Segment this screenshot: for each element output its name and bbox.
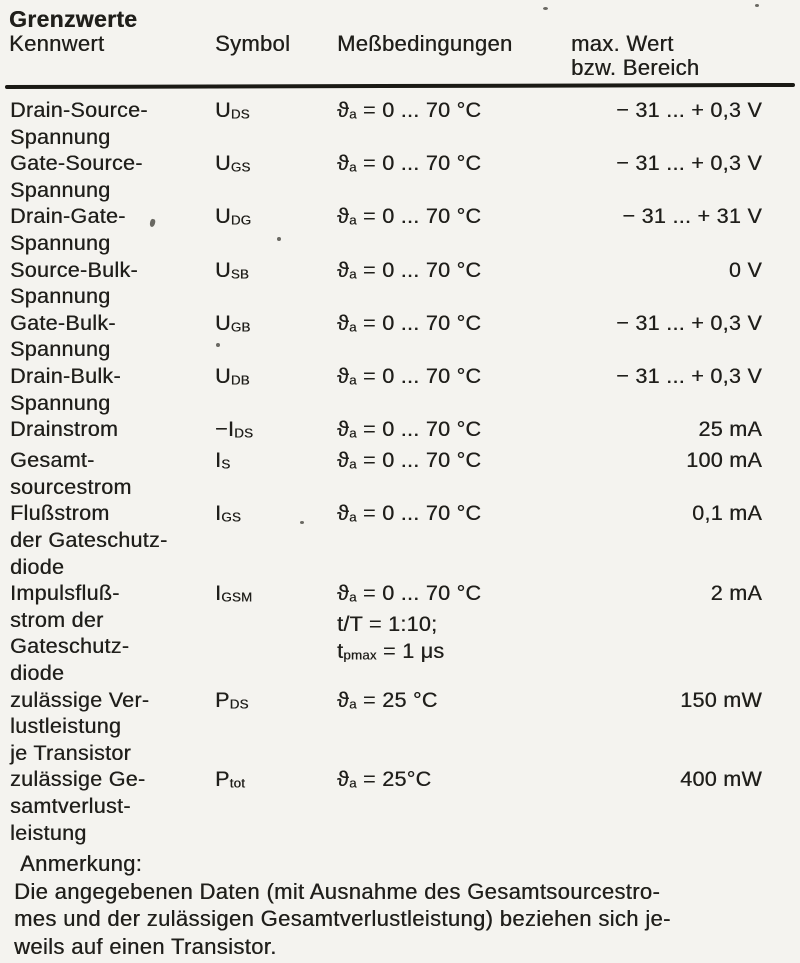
conditions-cell [337,257,565,310]
symbol-text: ϑ [337,257,350,282]
value-cell: 100 mA [686,448,762,473]
value-cell: 25 mA [698,417,762,442]
symbol-text: U [215,257,231,282]
symbol-subscript: GB [230,319,251,335]
symbol-text: P [215,687,230,712]
symbol-subscript: a [349,266,357,282]
symbol-text: = 1 μs [376,638,445,663]
table-row [0,150,800,203]
symbol-subscript: a [349,775,357,791]
symbol-cell [213,203,337,256]
symbol-text: = 25 °C [356,687,438,712]
symbol-text: = 0 ... 70 °C [356,204,482,229]
symbol-subscript: a [349,425,357,441]
symbol-text: = 0 ... 70 °C [356,257,482,282]
kennwert-cell: Drain-Source- Spannung [10,98,148,149]
symbol-text: = 0 ... 70 °C [356,417,482,442]
kennwert-cell: Drain-Gate- Spannung [10,204,126,255]
conditions-cell [337,500,565,580]
symbol-cell [213,257,337,310]
scan-speckle [277,237,281,241]
symbol-cell [213,447,337,500]
symbol-subscript: DS [229,696,249,712]
table-row [0,416,800,447]
condition-line [337,363,565,394]
conditions-cell [337,766,565,846]
symbol-text: I [215,448,222,473]
symbol-cell [213,500,337,580]
conditions-cell [337,310,565,363]
value-cell: − 31 ... + 0,3 V [616,363,762,388]
symbol-subscript: pmax [343,647,377,663]
symbol-cell [213,766,337,846]
condition-line [337,500,565,531]
kennwert-cell: Impulsfluß- strom der Gateschutz- diode [10,581,130,685]
symbol-text: ϑ [337,767,350,792]
symbol-text: ϑ [337,204,350,229]
value-cell: − 31 ... + 0,3 V [616,310,762,335]
symbol-text: U [215,204,231,229]
conditions-cell [337,687,565,767]
symbol-text: = 0 ... 70 °C [356,448,482,473]
symbol-cell [213,363,337,416]
symbol-subscript: DS [234,425,254,441]
condition-line [337,310,565,341]
header-messbedingungen: Meßbedingungen [337,31,513,56]
page-title: Grenzwerte [9,6,138,32]
condition-line [337,766,565,797]
table-header [0,32,800,80]
symbol-subscript: GSM [221,589,253,605]
kennwert-cell: Drainstrom [10,417,119,442]
symbol-subscript: a [349,212,357,228]
header-kennwert: Kennwert [9,31,105,56]
symbol-subscript: a [349,106,357,122]
kennwert-cell: Gate-Source- Spannung [10,151,143,202]
table-row [0,766,800,846]
symbol-text: −I [215,417,235,442]
conditions-cell [337,363,565,416]
table-row [0,687,800,767]
condition-line [337,611,565,638]
symbol-subscript: a [349,372,357,388]
value-cell: − 31 ... + 0,3 V [616,151,762,176]
condition-line [337,257,565,288]
symbol-text: = 0 ... 70 °C [356,98,482,122]
conditions-cell [337,97,565,150]
symbol-text: I [215,581,222,606]
condition-line [337,687,565,718]
symbol-subscript: a [349,456,357,472]
value-cell: − 31 ... + 31 V [622,204,762,229]
symbol-cell [213,150,337,203]
header-symbol: Symbol [215,31,291,56]
symbol-text: P [215,767,230,792]
symbol-text: = 25°C [356,767,432,792]
table-row [0,97,800,150]
symbol-text: U [215,310,231,335]
symbol-text: U [215,151,231,176]
value-cell: 150 mW [680,687,762,712]
symbol-text: = 0 ... 70 °C [356,581,482,606]
symbol-subscript: GS [221,509,241,525]
note-label: Anmerkung: [20,851,143,877]
symbol-text: t/T = 1:10; [337,612,438,637]
symbol-subscript: DS [230,106,250,122]
note-text: Die angegebenen Daten (mit Ausnahme des Gesamtsourcestro- mes und der zulässigen Gesamtverlustleistung) beziehen sich je- weils auf einen Transistor. [14,878,671,959]
scan-speckle [216,343,220,347]
conditions-cell [337,150,565,203]
conditions-cell [337,416,565,447]
symbol-subscript: a [349,319,357,335]
condition-line [337,447,565,478]
conditions-cell [337,447,565,500]
symbol-subscript: DB [230,372,250,388]
note-section [0,850,800,960]
symbol-text: t [337,638,344,663]
table-row [0,363,800,416]
kennwert-cell: Source-Bulk- Spannung [10,257,138,309]
table-row [0,203,800,256]
symbol-text: I [215,501,222,526]
kennwert-cell: Gate-Bulk- Spannung [10,310,116,362]
symbol-subscript: a [349,159,357,175]
table-row [0,500,800,580]
value-cell: 2 mA [710,581,762,606]
symbol-cell [213,97,337,150]
symbol-subscript: a [349,509,357,525]
symbol-text: = 0 ... 70 °C [356,501,482,526]
condition-line [337,203,565,234]
symbol-text: ϑ [337,581,350,606]
symbol-text: ϑ [337,687,350,712]
symbol-text: = 0 ... 70 °C [356,310,482,335]
symbol-subscript: a [349,696,357,712]
kennwert-cell: Gesamt- sourcestrom [10,448,132,499]
value-cell: − 31 ... + 0,3 V [616,98,762,122]
table-body [0,97,800,846]
symbol-subscript: DG [230,212,252,228]
table-row [0,257,800,310]
condition-line [337,580,565,611]
symbol-cell [213,687,337,767]
symbol-text: U [215,363,231,388]
value-cell: 400 mW [680,767,762,792]
symbol-subscript: a [349,589,357,605]
symbol-subscript: S [221,456,231,472]
symbol-text: ϑ [337,448,350,473]
symbol-cell [213,580,337,686]
condition-line [337,638,565,669]
symbol-text: = 0 ... 70 °C [356,363,482,388]
symbol-text: ϑ [337,417,350,442]
symbol-text: ϑ [337,310,350,335]
header-max-wert: max. Wert bzw. Bereich [571,31,700,80]
symbol-text: ϑ [337,363,350,388]
symbol-text: ϑ [337,501,350,526]
scan-speckle [543,7,548,10]
kennwert-cell: zulässige Ver- lustleistung je Transistor [10,687,150,765]
table-row [0,580,800,686]
kennwert-cell: zulässige Ge- samtverlust- leistung [10,767,146,845]
kennwert-cell: Flußstrom der Gateschutz- diode [10,501,168,579]
value-cell: 0 V [728,257,762,282]
condition-line [337,416,565,447]
conditions-cell [337,580,565,686]
condition-line [337,97,565,128]
symbol-subscript: tot [229,775,246,791]
header-divider [5,83,795,89]
symbol-text: ϑ [337,98,350,122]
symbol-text: ϑ [337,151,350,176]
table-row [0,447,800,500]
table-row [0,310,800,363]
symbol-text: = 0 ... 70 °C [356,151,482,176]
condition-line [337,150,565,181]
symbol-cell [213,310,337,363]
symbol-cell [213,416,337,447]
conditions-cell [337,203,565,256]
symbol-subscript: SB [230,266,250,282]
scan-speckle [755,4,759,7]
symbol-text: U [215,98,231,122]
kennwert-cell: Drain-Bulk- Spannung [10,363,121,415]
value-cell: 0,1 mA [692,501,762,526]
symbol-subscript: GS [230,159,251,175]
scan-speckle [300,521,304,524]
